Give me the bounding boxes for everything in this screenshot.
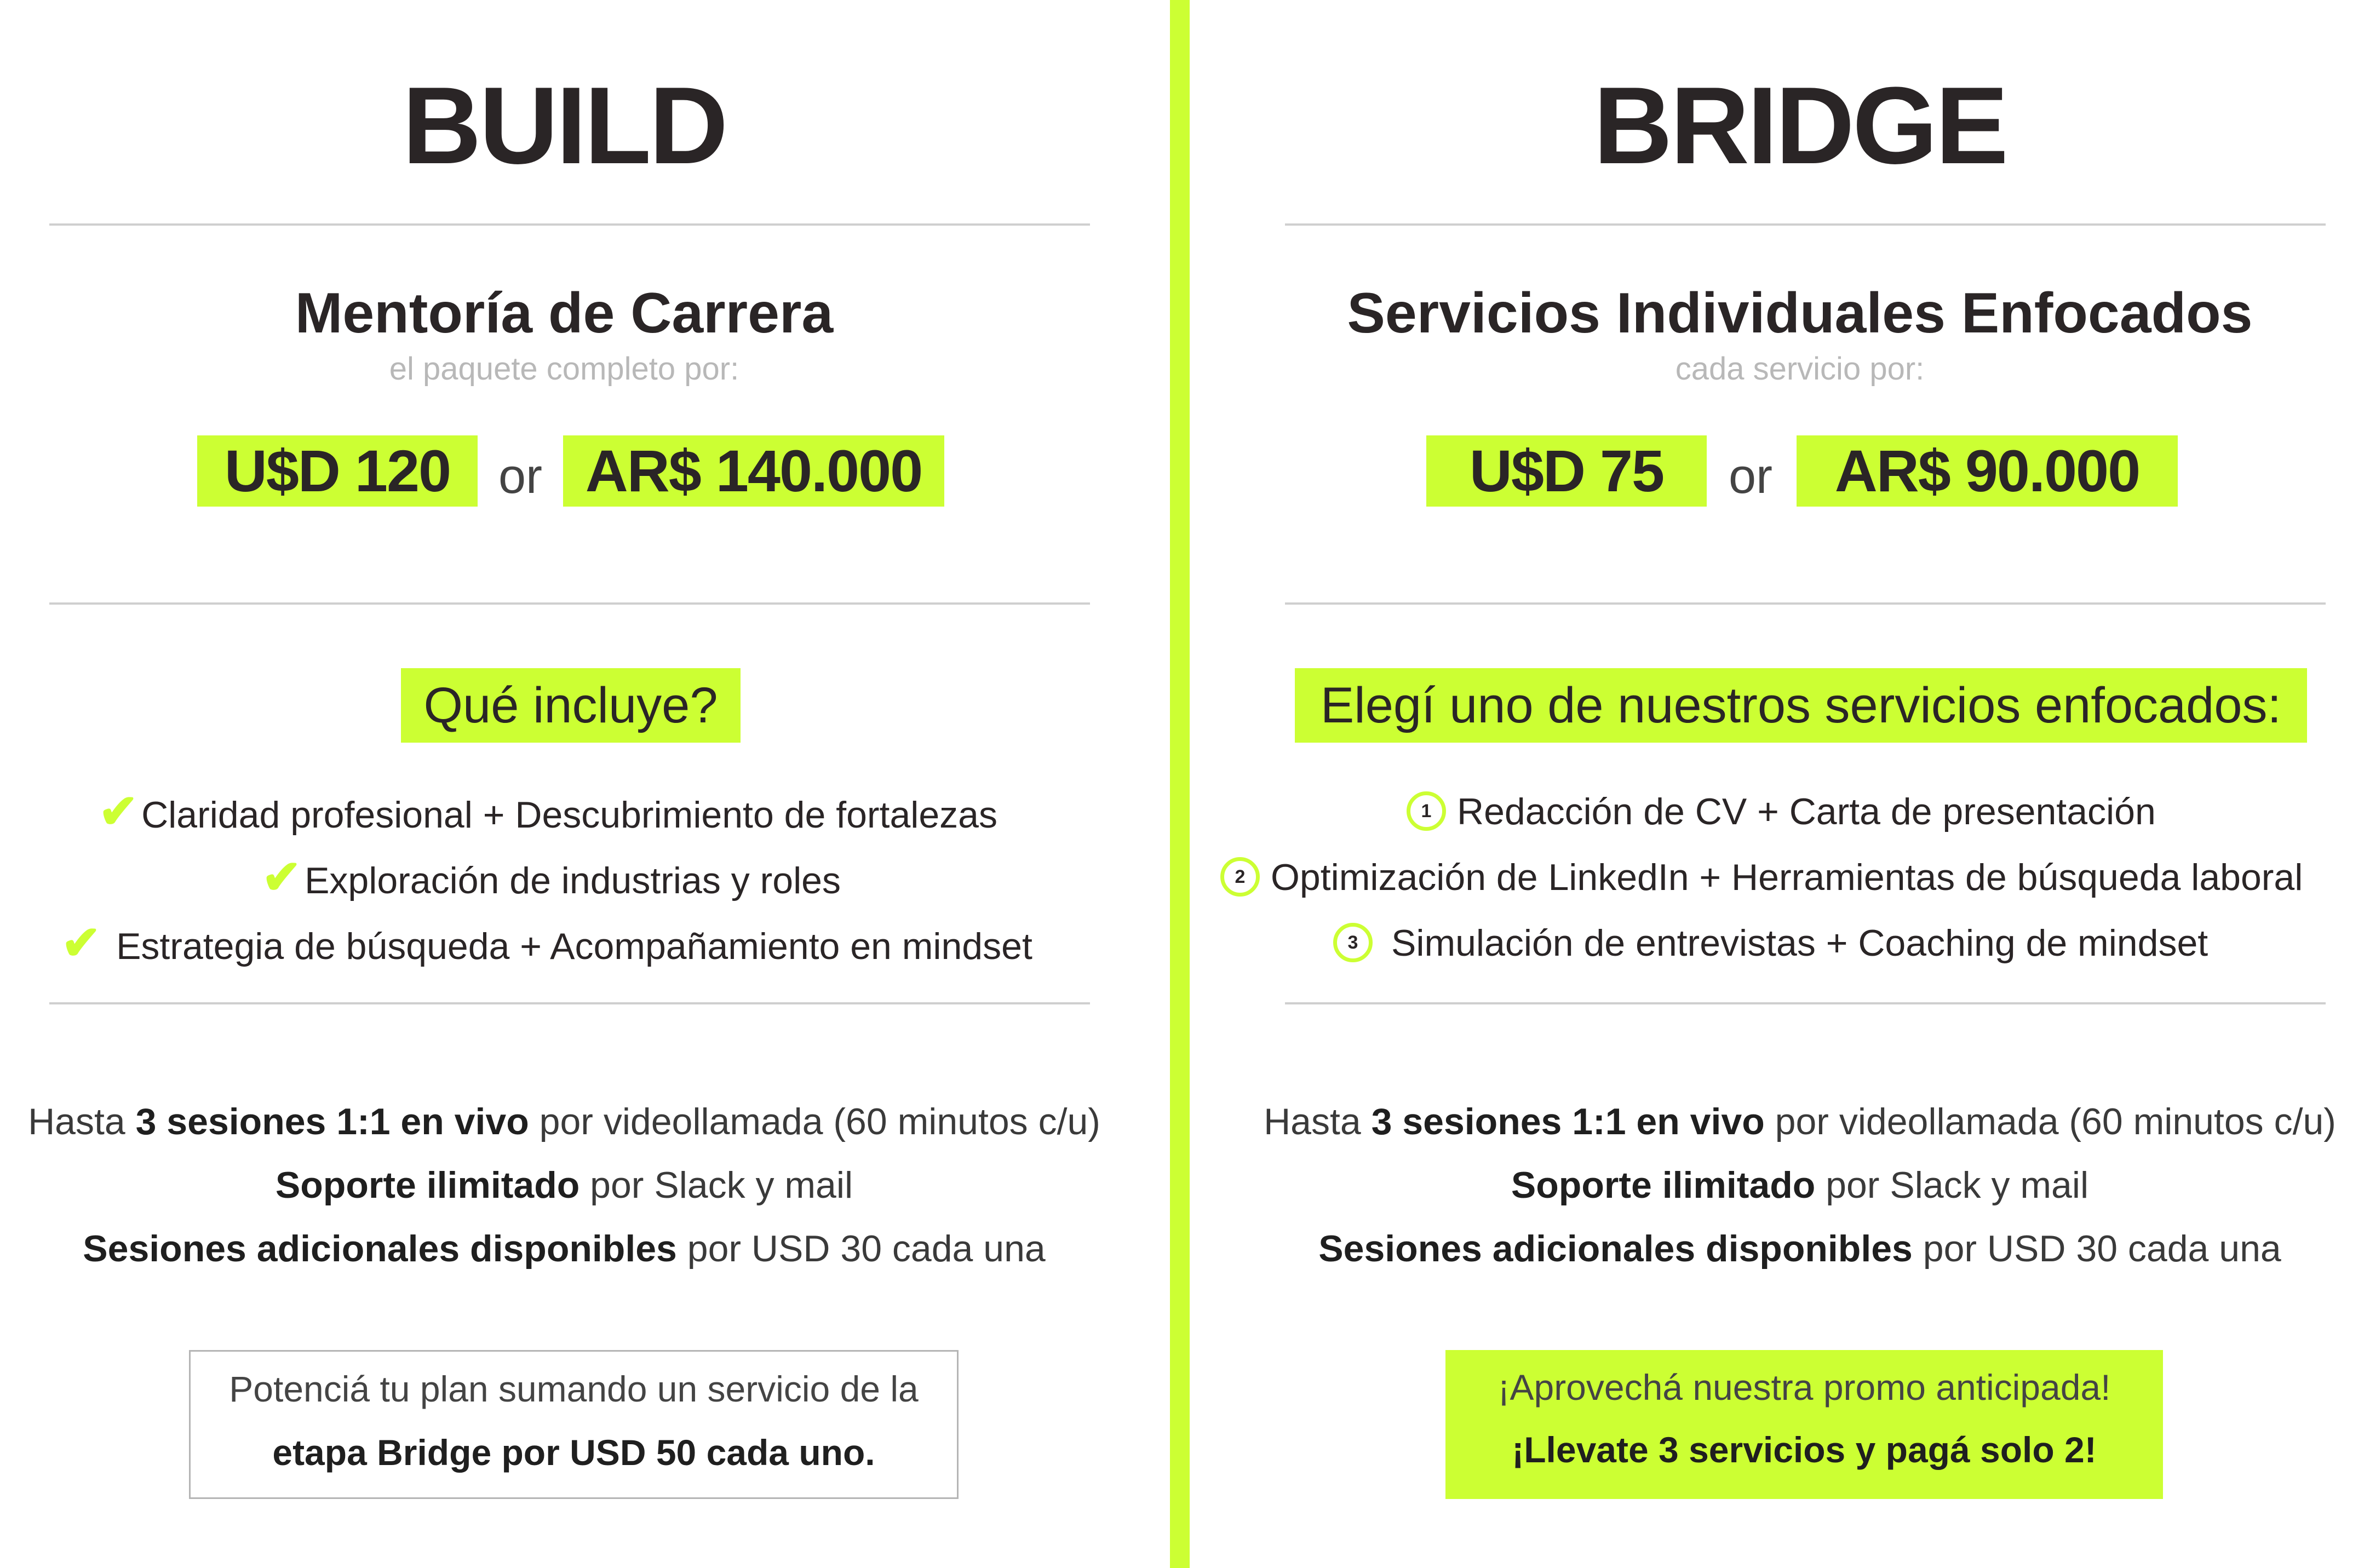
bridge-promo-box: [1445, 1350, 2163, 1499]
bridge-section-heading: Elegí uno de nuestros servicios enfocados:: [1295, 668, 2307, 743]
list-item: [99, 785, 997, 838]
build-price-note: el paquete completo por:: [389, 351, 739, 387]
number-badge-icon: 3: [1333, 923, 1373, 962]
list-item-text: Redacción de CV + Carta de presentación: [1457, 791, 2156, 832]
list-item-text: Optimización de LinkedIn + Herramientas de búsqueda laboral: [1271, 857, 2303, 898]
list-item: [262, 851, 841, 904]
bridge-info-sessions: [1236, 1100, 2364, 1144]
bridge-title: BRIDGE: [1593, 65, 2006, 187]
build-rule-1: [49, 223, 1090, 226]
build-upsell-box: [189, 1350, 959, 1499]
info-text-bold: Soporte ilimitado: [275, 1164, 580, 1206]
bridge-rule-3: [1285, 1002, 2326, 1004]
info-text: por Slack y mail: [1815, 1164, 2089, 1206]
build-column: [0, 0, 1128, 1568]
info-text: por USD 30 cada una: [676, 1228, 1046, 1270]
build-info-support: [0, 1163, 1128, 1207]
list-item-text: Exploración de industrias y roles: [305, 860, 841, 901]
info-text: por USD 30 cada una: [1912, 1228, 2281, 1270]
build-subtitle: Mentoría de Carrera: [295, 282, 834, 345]
list-item: [1407, 790, 2156, 834]
info-text-bold: Sesiones adicionales disponibles: [1318, 1228, 1913, 1270]
list-item: [1220, 855, 2303, 900]
bridge-price-usd: U$D 75: [1426, 435, 1707, 507]
build-section-heading: Qué incluye?: [401, 668, 741, 743]
bridge-rule-2: [1285, 602, 2326, 605]
center-divider: [1170, 0, 1190, 1568]
build-info-sessions: [0, 1100, 1128, 1144]
info-text-bold: 3 sesiones 1:1 en vivo: [135, 1101, 529, 1142]
bridge-rule-1: [1285, 223, 2326, 226]
list-item-text: Simulación de entrevistas + Coaching de mindset: [1391, 922, 2208, 964]
list-item-text: Estrategia de búsqueda + Acompañamiento en mindset: [116, 926, 1032, 967]
build-price-row: [0, 435, 1128, 507]
build-upsell-line2: etapa Bridge por USD 50 cada uno.: [272, 1432, 875, 1473]
build-info-extra: [0, 1227, 1128, 1271]
info-text-bold: 3 sesiones 1:1 en vivo: [1371, 1101, 1765, 1142]
bridge-column: [1236, 0, 2364, 1568]
build-title: BUILD: [402, 65, 726, 187]
build-price-ars: AR$ 140.000: [563, 435, 944, 507]
build-rule-2: [49, 602, 1090, 605]
check-icon: ✔: [61, 917, 101, 969]
build-price-usd: U$D 120: [197, 435, 478, 507]
bridge-subtitle: Servicios Individuales Enfocados: [1347, 282, 2253, 345]
build-upsell-line1: Potenciá tu plan sumando un servicio de la: [229, 1369, 919, 1409]
bridge-info-support: [1236, 1163, 2364, 1207]
info-text: por videollamada (60 minutos c/u): [1764, 1101, 2336, 1142]
info-text: por Slack y mail: [579, 1164, 853, 1206]
number-badge-icon: 1: [1407, 791, 1446, 831]
build-price-or: or: [498, 449, 543, 504]
list-item-text: Claridad profesional + Descubrimiento de fortalezas: [141, 794, 997, 836]
info-text: por videollamada (60 minutos c/u): [529, 1101, 1100, 1142]
bridge-promo-line2: ¡Llevate 3 servicios y pagá solo 2!: [1512, 1429, 2097, 1470]
bridge-price-ars: AR$ 90.000: [1797, 435, 2178, 507]
list-item: [1333, 921, 2208, 966]
list-item: [61, 917, 1032, 969]
bridge-info-extra: [1236, 1227, 2364, 1271]
bridge-price-or: or: [1729, 449, 1773, 504]
info-text: Hasta: [28, 1101, 136, 1142]
bridge-price-row: [1236, 435, 2364, 507]
info-text-bold: Sesiones adicionales disponibles: [83, 1228, 677, 1270]
number-badge-icon: 2: [1220, 857, 1260, 897]
info-text-bold: Soporte ilimitado: [1511, 1164, 1816, 1206]
bridge-promo-line1: ¡Aprovechá nuestra promo anticipada!: [1497, 1367, 2111, 1408]
check-icon: ✔: [262, 851, 302, 904]
build-rule-3: [49, 1002, 1090, 1004]
check-icon: ✔: [99, 785, 139, 838]
info-text: Hasta: [1264, 1101, 1372, 1142]
bridge-price-note: cada servicio por:: [1675, 351, 1925, 387]
